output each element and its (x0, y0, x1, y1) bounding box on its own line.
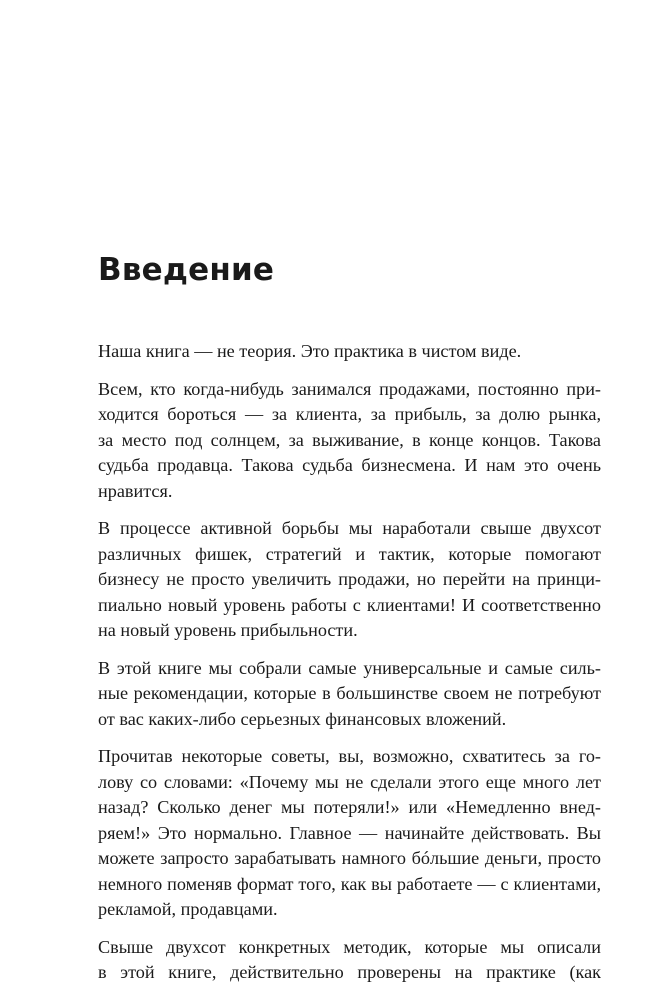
text-line: Свыше двухсот конкретных методик, которые мы описали (98, 936, 601, 957)
text-line: В процессе активной борьбы мы наработали свыше двухсот (98, 518, 601, 538)
paragraph-1 (98, 339, 601, 365)
text-line: судьба продавца. Такова судьба бизнесмена. И нам это очень (98, 455, 601, 475)
text-line: ряем!» Это нормально. Главное — начинайте действовать. Вы (98, 822, 601, 843)
paragraph-6 (98, 935, 601, 986)
paragraph-4 (98, 656, 601, 733)
text-line: Прочитав некоторые советы, вы, возможно, схватитесь за го- (98, 746, 601, 766)
text-line: от вас каких-либо серьезных финансовых вложений. (98, 708, 507, 729)
text-line: пиально новый уровень работы с клиентами! И соответственно (98, 594, 601, 615)
text-line: рекламой, продавцами. (98, 899, 278, 919)
text-line: за место под солнцем, за выживание, в конце концов. Такова (98, 429, 601, 450)
text-line: в этой книге, действительно проверены на практике (как (98, 962, 601, 982)
text-line: лову со словами: «Почему мы не сделали этого еще много лет (98, 771, 601, 792)
paragraph-2 (98, 377, 601, 505)
text-line: В этой книге мы собрали самые универсальные и самые силь- (98, 657, 601, 678)
paragraph-3 (98, 516, 601, 644)
text-line: назад? Сколько денег мы потеряли!» или «Немедленно внед- (98, 797, 601, 817)
text-line: можете запросто зарабатывать намного бóльшие деньги, просто (98, 848, 601, 868)
paragraph-5 (98, 744, 601, 923)
text-line: Наша книга — не теория. Это практика в чистом виде. (98, 341, 522, 361)
text-line: на новый уровень прибыльности. (98, 620, 358, 640)
text-line: нравится. (98, 480, 173, 501)
text-line: Всем, кто когда-нибудь занимался продажами, постоянно при- (98, 378, 601, 399)
text-line: различных фишек, стратегий и тактик, которые помогают (98, 543, 601, 564)
text-line: ные рекомендации, которые в большинстве своем не потребуют (98, 683, 601, 703)
body-text (98, 339, 601, 998)
text-line: бизнесу не просто увеличить продажи, но перейти на принци- (98, 569, 601, 589)
text-line: немного поменяв формат того, как вы работаете — с клиентами, (98, 873, 601, 894)
text-line: ходится бороться — за клиента, за прибыль, за долю рынка, (98, 404, 601, 424)
chapter-title: Введение (98, 252, 275, 288)
